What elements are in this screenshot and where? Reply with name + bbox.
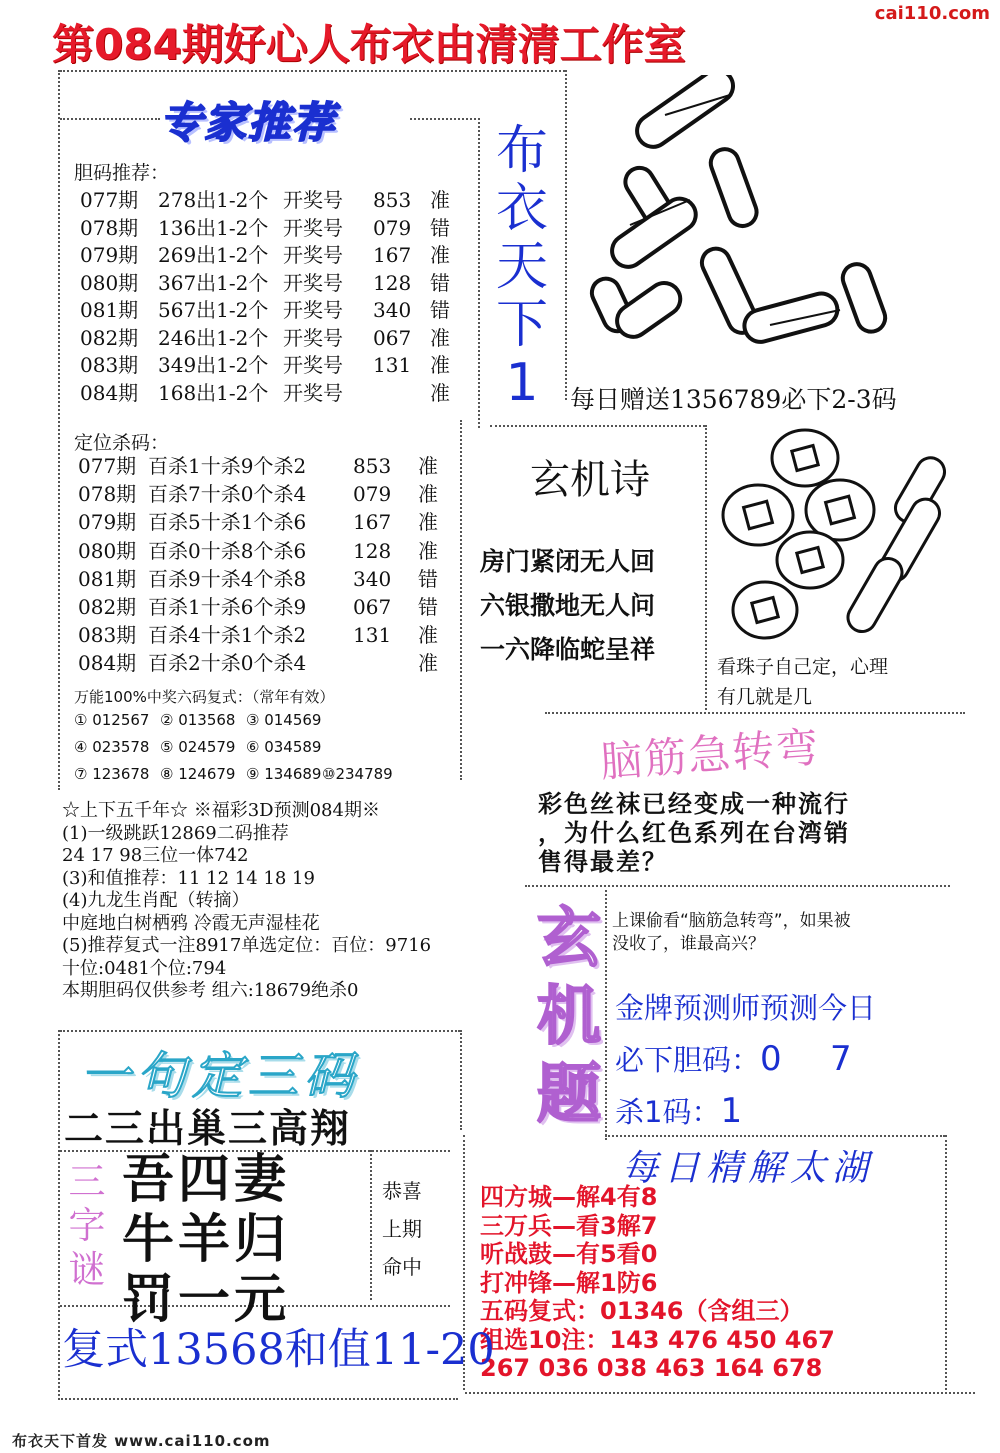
kill-verdict: 准	[418, 623, 438, 648]
xuanji-char: 题	[537, 1058, 601, 1132]
dan-label: 开奖号	[283, 353, 343, 377]
dan-pick: 246出1-2个	[158, 325, 269, 350]
divider	[60, 1030, 460, 1032]
dan-period: 083期	[80, 353, 139, 377]
dan-period: 084期	[80, 380, 139, 405]
six-code-item: ② 013568	[160, 711, 236, 729]
divider	[545, 712, 965, 714]
six-code-item: ① 012567	[74, 711, 150, 729]
dan-pick: 269出1-2个	[158, 243, 269, 267]
divider	[478, 118, 480, 428]
dan-result: 853	[373, 188, 412, 212]
kill-result: 079	[353, 482, 392, 507]
six-code-item: ⑧ 124679	[160, 765, 236, 783]
kill-result: 128	[353, 538, 392, 563]
riddle-line: 牛羊归	[122, 1209, 291, 1270]
dan-verdict: 准	[430, 380, 450, 405]
dan-pick: 367出1-2个	[158, 270, 269, 295]
buyi-char: 衣	[495, 179, 548, 239]
poem-line: 一六降临蛇呈祥	[480, 635, 656, 664]
xuanji-char: 玄	[537, 902, 601, 976]
dan-verdict: 错	[430, 298, 450, 322]
page-title: 第084期好心人布衣由清清工作室	[52, 20, 686, 68]
riddle-block	[122, 1150, 290, 1330]
divider	[370, 1150, 372, 1300]
gongxi-line: 上期	[382, 1217, 422, 1241]
kill-verdict: 错	[418, 566, 438, 591]
prediction-line: 中庭地白树栖鸦 冷霞无声湿桂花	[62, 912, 320, 934]
dan-result: 167	[373, 243, 412, 267]
brain-title: 脑筋急转弯	[598, 722, 822, 787]
kill-result: 853	[353, 454, 392, 478]
pearl-note-line: 看珠子自己定，心理	[717, 656, 889, 678]
sanzi-char: 三	[68, 1160, 106, 1203]
xuanji-vertical-title	[533, 900, 605, 1134]
dan-code-label: 必下胆码：	[615, 1043, 761, 1077]
dan-label: 开奖号	[283, 298, 343, 322]
dan-period: 077期	[80, 188, 139, 212]
dan-verdict: 错	[430, 215, 450, 240]
daily-gift: 每日赠送1356789必下2-3码	[570, 385, 897, 414]
kill-period: 082期	[78, 595, 137, 619]
segment-shape	[631, 75, 739, 153]
prediction-line: (3)和值推荐：11 12 14 18 19	[62, 867, 315, 889]
site-logo[interactable]: cai110.com	[874, 3, 990, 24]
gongxi-line: 恭喜	[382, 1179, 422, 1203]
buyi-char: 1	[505, 353, 539, 413]
divider	[60, 118, 160, 120]
riddle-line: 吾四妻	[122, 1149, 291, 1210]
sanzi-char: 谜	[68, 1248, 106, 1291]
dan-label: 开奖号	[283, 188, 343, 212]
question-line: 彩色丝袜已经变成一种流行	[538, 790, 850, 818]
dan-period: 080期	[80, 270, 139, 295]
poem-line: 六银撒地无人问	[480, 591, 656, 620]
gold-line: 金牌预测师预测今日	[615, 991, 877, 1025]
kill-period: 079期	[78, 510, 137, 535]
taihu-block	[480, 1183, 835, 1383]
divider	[525, 885, 950, 887]
dan-label: 开奖号	[283, 325, 343, 350]
dan-pick: 278出1-2个	[158, 188, 269, 212]
dan-pick: 136出1-2个	[158, 215, 269, 240]
poem-title: 玄机诗	[530, 457, 650, 503]
xuanji-line: 上课偷看“脑筋急转弯”，如果被	[612, 911, 851, 931]
dan-period: 078期	[80, 215, 139, 240]
kill-result: 340	[353, 566, 392, 591]
question-line: ，为什么红色系列在台湾销	[538, 819, 850, 847]
six-code-item: ⑨ 134689	[246, 765, 322, 783]
dan-verdict: 错	[430, 270, 450, 295]
divider	[58, 1398, 458, 1400]
kill-period: 084期	[78, 651, 137, 676]
dan-code-a: 0	[760, 1039, 782, 1079]
dan-period: 081期	[80, 298, 139, 322]
kill-period: 080期	[78, 538, 137, 563]
kill-verdict: 错	[418, 595, 438, 619]
dan-label: 开奖号	[283, 270, 343, 295]
poem-line: 房门紧闭无人回	[480, 547, 656, 576]
gongxi-line: 命中	[382, 1255, 422, 1279]
kill-period: 077期	[78, 454, 137, 478]
prediction-line: (4)九龙生肖配（转摘）	[62, 890, 250, 911]
six-code-item: ⑤ 024579	[160, 738, 236, 756]
coins-drawing	[710, 420, 950, 650]
kill-verdict: 准	[418, 482, 438, 507]
kill-pick: 百杀9十杀4个杀8	[148, 566, 307, 591]
kill-result: 131	[353, 623, 392, 648]
prediction-line: ☆上下五千年☆ ※福彩3D预测084期※	[62, 800, 380, 821]
divider	[58, 1030, 60, 1400]
dan-period: 079期	[80, 243, 139, 267]
kill-pick: 百杀7十杀0个杀4	[148, 482, 307, 507]
kill-label: 定位杀码：	[74, 432, 170, 454]
dan-label: 胆码推荐：	[74, 162, 170, 184]
six-code-item: ④ 023578	[74, 738, 150, 756]
dan-label: 开奖号	[283, 243, 343, 267]
gold-line	[615, 1034, 876, 1086]
kill-verdict: 准	[418, 538, 438, 563]
xuanji-line: 没收了，谁最高兴？	[612, 934, 765, 954]
kill-pick: 百杀0十杀8个杀6	[148, 538, 307, 563]
taihu-line: 三万兵—看3解7	[480, 1211, 658, 1240]
dan-result: 067	[373, 325, 412, 350]
big-digit-drawing	[570, 75, 930, 375]
coin-shape	[772, 430, 838, 486]
sanzi-vertical	[62, 1160, 112, 1292]
kill-pick: 百杀4十杀1个杀2	[148, 623, 307, 648]
kill-period: 078期	[78, 482, 137, 507]
xuanji-char: 机	[537, 980, 601, 1054]
divider	[460, 420, 462, 780]
divider	[565, 70, 567, 400]
buyi-char: 下	[495, 295, 548, 355]
gold-block	[615, 983, 876, 1138]
prediction-line: (5)推荐复式一注8917单选定位：百位：9716	[62, 935, 432, 956]
divider	[58, 70, 60, 790]
kill-pick: 百杀1十杀6个杀9	[148, 595, 307, 619]
kill-pick: 百杀1十杀9个杀2	[148, 454, 307, 478]
kill-pick: 百杀5十杀1个杀6	[148, 510, 307, 535]
dan-result: 079	[373, 215, 412, 240]
dan-verdict: 准	[430, 188, 450, 212]
kill-period: 083期	[78, 623, 137, 648]
dan-label: 开奖号	[283, 380, 343, 405]
yiju-title: 一句定三码	[80, 1047, 360, 1105]
taihu-line: 打冲锋—解1防6	[480, 1268, 658, 1297]
divider	[605, 890, 607, 1140]
yiju-phrase: 二三出巢三高翔	[64, 1107, 352, 1152]
kill-verdict: 准	[418, 651, 438, 676]
buyi-char: 天	[495, 237, 548, 297]
dan-verdict: 准	[430, 325, 450, 350]
kill-result: 067	[353, 595, 392, 619]
prediction-line: 24 17 98三位一体742	[62, 845, 249, 866]
footer-text[interactable]: 布衣天下首发 www.cai110.com	[12, 1432, 271, 1450]
dan-result: 128	[373, 270, 412, 295]
taihu-line: 四方城—解4有8	[480, 1183, 658, 1211]
question-line: 售得最差？	[538, 848, 668, 876]
dan-pick: 567出1-2个	[158, 298, 269, 322]
divider	[490, 425, 705, 427]
buyi-vertical-title	[492, 122, 552, 412]
divider	[460, 1030, 462, 1130]
prediction-line: 十位:0481个位:794	[62, 957, 227, 979]
taihu-title: 每日精解太湖	[622, 1148, 875, 1189]
kill-period: 081期	[78, 566, 137, 591]
dan-label: 开奖号	[283, 215, 343, 240]
fushi-line: 复式13568和值11-20	[62, 1325, 495, 1375]
divider	[945, 1135, 947, 1390]
dan-period: 082期	[80, 325, 139, 350]
six-code-title: 万能100%中奖六码复式：（常年有效）	[74, 688, 335, 706]
divider	[465, 1392, 975, 1394]
kill-verdict: 准	[418, 510, 438, 535]
six-code-item: ⑥ 034589	[246, 738, 322, 756]
taihu-line: 听战鼓—有5看0	[480, 1240, 658, 1268]
xuanji-text	[612, 910, 851, 956]
divider	[705, 425, 707, 710]
dan-result: 340	[373, 298, 412, 322]
dan-result: 131	[373, 353, 412, 377]
dan-pick: 349出1-2个	[158, 353, 269, 377]
taihu-line: 五码复式：01346（含组三）	[480, 1297, 804, 1325]
dan-verdict: 准	[430, 353, 450, 377]
buyi-char: 布	[495, 121, 548, 181]
prediction-line: (1)一级跳跃12869二码推荐	[62, 822, 289, 844]
kill-result: 167	[353, 510, 392, 535]
poem-block	[480, 540, 655, 672]
riddle-line: 罚一元	[122, 1269, 291, 1330]
divider	[60, 70, 565, 72]
kill-verdict: 准	[418, 454, 438, 478]
six-code-item: ⑦ 123678	[74, 765, 150, 783]
pearl-note-line: 有几就是几	[717, 686, 813, 708]
six-code-item: ⑩234789	[322, 765, 393, 783]
taihu-line: 267 036 038 463 164 678	[480, 1354, 823, 1382]
brain-question	[538, 790, 850, 877]
dan-pick: 168出1-2个	[158, 380, 269, 405]
pearl-note	[717, 652, 888, 712]
dan-code-b: 7	[830, 1039, 852, 1079]
expert-heading: 专家推荐	[160, 98, 337, 147]
kill-code-value: 1	[720, 1091, 743, 1131]
kill-code-label: 杀1码：	[615, 1095, 721, 1129]
gold-line	[615, 1086, 876, 1138]
kill-pick: 百杀2十杀0个杀4	[148, 651, 307, 676]
prediction-line: 本期胆码仅供参考 组六:18679绝杀0	[62, 980, 359, 1001]
dan-verdict: 准	[430, 243, 450, 267]
divider	[410, 118, 480, 120]
sanzi-char: 字	[68, 1204, 106, 1247]
gongxi-block	[382, 1172, 422, 1286]
prediction-block	[62, 800, 431, 1003]
taihu-line: 组选10注：143 476 450 467	[480, 1325, 835, 1354]
six-code-item: ③ 014569	[246, 711, 322, 729]
